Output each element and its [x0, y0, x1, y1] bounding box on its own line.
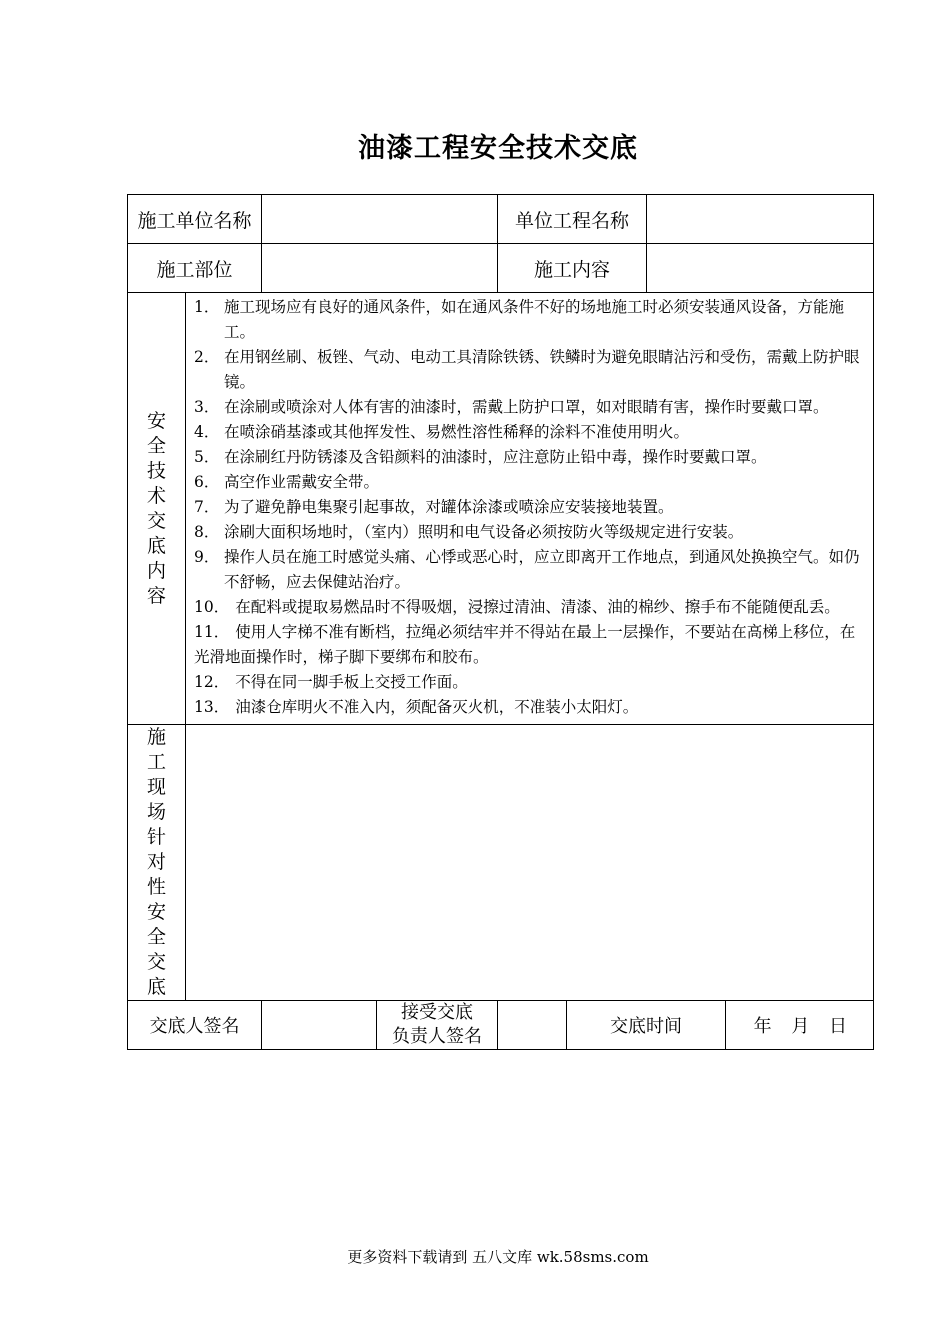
- safety-item: 7． 为了避免静电集聚引起事故，对罐体涂漆或喷涂应安装接地装置。: [194, 498, 674, 516]
- safety-item: 11． 使用人字梯不准有断档，拉绳必须结牢并不得站在最上一层操作，不要站在高梯上移位，在光滑地面操作时，梯子脚下要绑布和胶布。: [194, 623, 856, 666]
- project-name-label: 单位工程名称: [498, 195, 647, 244]
- disclosure-form-table: [127, 194, 874, 1050]
- unit-name-field[interactable]: [262, 195, 498, 244]
- header-row-2: [128, 244, 874, 293]
- handover-time-label: 交底时间: [567, 1001, 726, 1050]
- construction-content-label: 施工内容: [498, 244, 647, 293]
- signature-row: [128, 1001, 874, 1050]
- site-specific-field[interactable]: [186, 725, 874, 1001]
- safety-item: 3． 在涂刷或喷涂对人体有害的油漆时，需戴上防护口罩，如对眼睛有害，操作时要戴口罩。: [194, 398, 829, 416]
- header-row-1: [128, 195, 874, 244]
- footer-download-note: 更多资料下载请到 五八文库 wk.58sms.com: [347, 1248, 649, 1266]
- safety-item: 9． 操作人员在施工时感觉头痛、心悸或恶心时，应立即离开工作地点，到通风处换换空气。如仍不舒畅，应去保健站治疗。: [194, 548, 860, 591]
- safety-content-list: [186, 293, 874, 725]
- document-title: 油漆工程安全技术交底: [358, 133, 638, 164]
- safety-item: 2． 在用钢丝刷、板锉、气动、电动工具清除铁锈、铁鳞时为避免眼睛沾污和受伤，需戴上防护眼镜。: [194, 348, 860, 391]
- handover-person-label: 交底人签名: [128, 1001, 262, 1050]
- safety-item: 1． 施工现场应有良好的通风条件，如在通风条件不好的场地施工时必须安装通风设备，方能施工。: [194, 298, 845, 341]
- site-specific-row: [128, 725, 874, 1001]
- safety-content-row: [128, 293, 874, 725]
- unit-name-label: 施工单位名称: [128, 195, 262, 244]
- safety-item: 12． 不得在同一脚手板上交授工作面。: [194, 673, 468, 691]
- construction-part-field[interactable]: [262, 244, 498, 293]
- safety-item: 5． 在涂刷红丹防锈漆及含铅颜料的油漆时，应注意防止铅中毒，操作时要戴口罩。: [194, 448, 767, 466]
- handover-date-field[interactable]: 年 月 日: [726, 1001, 874, 1050]
- safety-item: 10． 在配料或提取易燃品时不得吸烟，浸擦过清油、清漆、油的棉纱、擦手布不能随便乱丢。: [194, 598, 840, 616]
- safety-item: 6． 高空作业需戴安全带。: [194, 473, 380, 491]
- handover-signature-field[interactable]: [262, 1001, 377, 1050]
- project-name-field[interactable]: [647, 195, 874, 244]
- site-specific-label: 施 工 现 场 针 对 性 安 全 交 底: [128, 725, 186, 1001]
- safety-item: 13． 油漆仓库明火不准入内，须配备灭火机，不准装小太阳灯。: [194, 698, 639, 716]
- receiver-signature-field[interactable]: [498, 1001, 567, 1050]
- receiver-label: 接受交底 负责人签名: [377, 1001, 498, 1050]
- safety-item: 4． 在喷涂硝基漆或其他挥发性、易燃性溶性稀释的涂料不准使用明火。: [194, 423, 690, 441]
- safety-item: 8． 涂刷大面积场地时，（室内）照明和电气设备必须按防火等级规定进行安装。: [194, 523, 744, 541]
- safety-content-label: 安 全 技 术 交 底 内 容: [128, 293, 186, 725]
- construction-content-field[interactable]: [647, 244, 874, 293]
- construction-part-label: 施工部位: [128, 244, 262, 293]
